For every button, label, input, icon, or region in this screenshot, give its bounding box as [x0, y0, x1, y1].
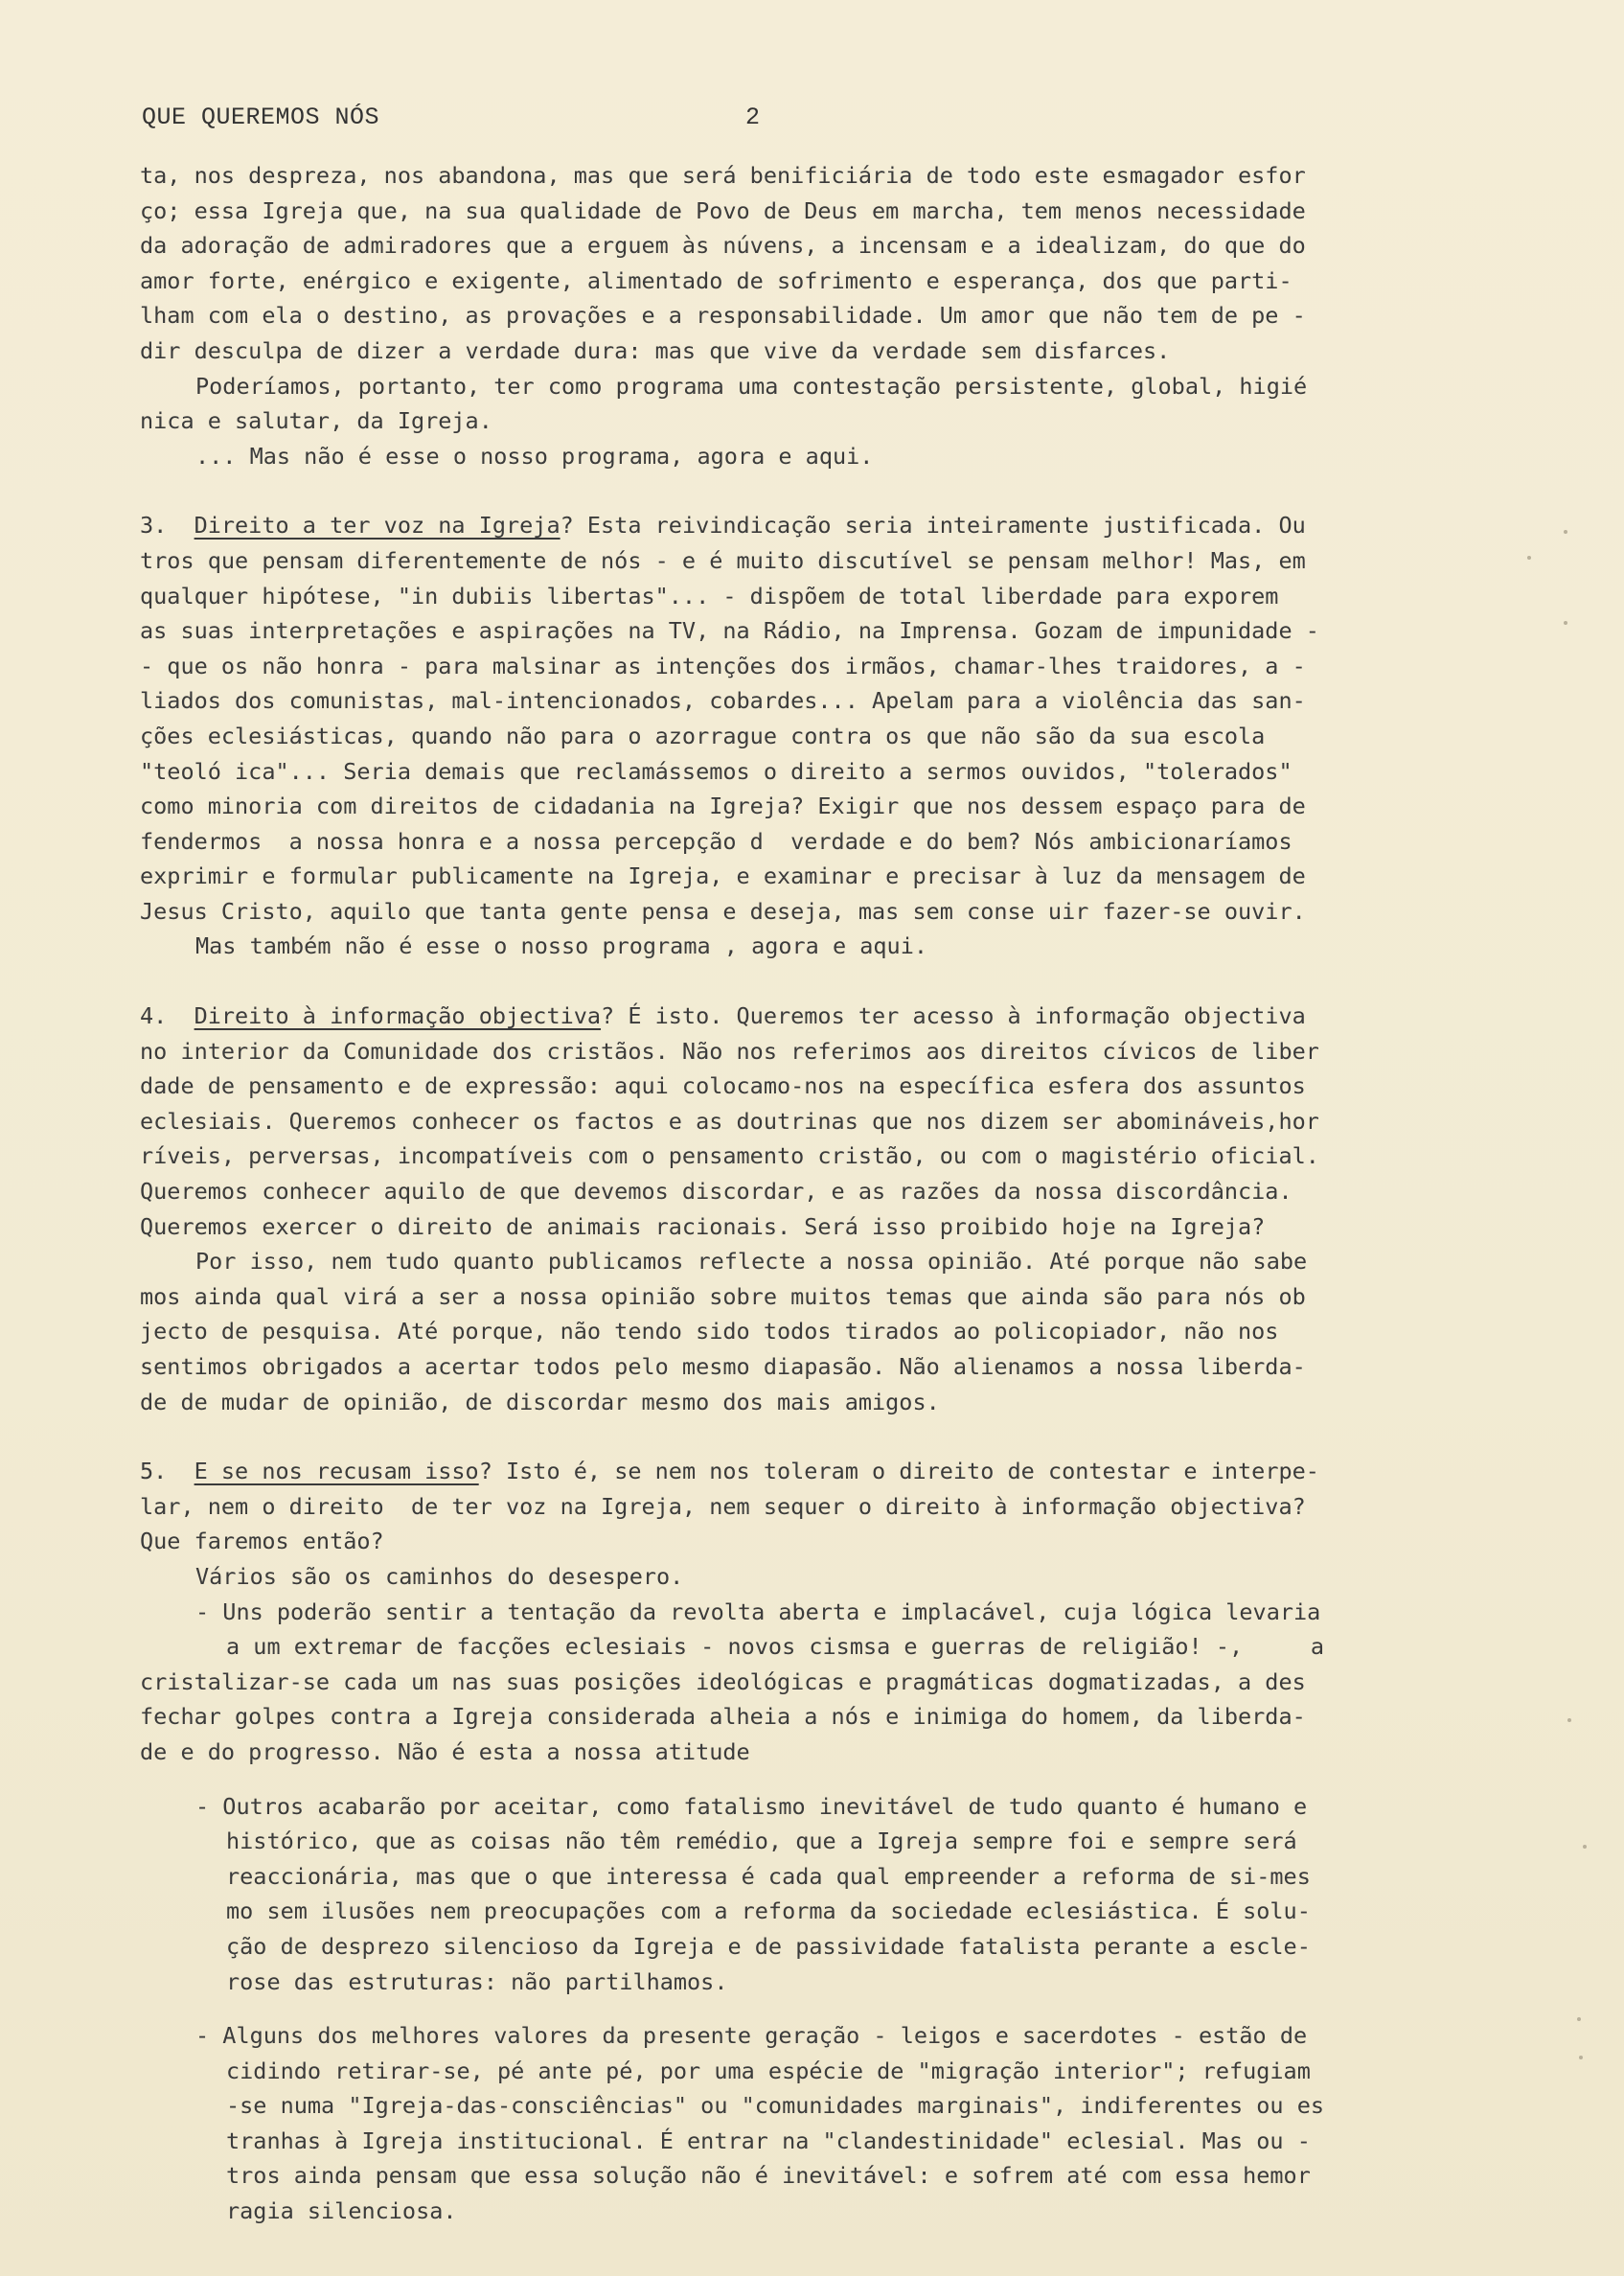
section-heading-underlined: E se nos recusam isso: [194, 1458, 479, 1485]
page-header: [142, 103, 1531, 142]
text-line: tros ainda pensam que essa solução não é inevitável: e sofrem até com essa hemor: [226, 2162, 1311, 2190]
text-line: de e do progresso. Não é esta a nossa atitude: [140, 1737, 750, 1765]
text-line: dade de pensamento e de expressão: aqui colocamo-nos na específica esfera dos assuntos: [140, 1072, 1306, 1100]
text-line: histórico, que as coisas não têm remédio, que a Igreja sempre foi e sempre será: [226, 1828, 1297, 1855]
text-line: Jesus Cristo, aquilo que tanta gente pensa e deseja, mas sem conse uir fazer-se ouvir.: [140, 897, 1306, 925]
text-line: como minoria com direitos de cidadania na Igreja? Exigir que nos dessem espaço para de: [140, 793, 1306, 820]
text-line: Por isso, nem tudo quanto publicamos reflecte a nossa opinião. Até porque não sabe: [195, 1248, 1308, 1276]
text-line: as suas interpretações e aspirações na TV, na Rádio, na Imprensa. Gozam de impunidade -: [140, 617, 1319, 645]
text-line: no interior da Comunidade dos cristãos. Não nos referimos aos direitos cívicos de liber: [140, 1037, 1319, 1065]
text-line: amor forte, enérgico e exigente, alimentado de sofrimento e esperança, dos que parti-: [140, 266, 1292, 294]
text-line: Que faremos então?: [140, 1528, 384, 1555]
text-line: 5. E se nos recusam isso? Isto é, se nem nos toleram o direito de contestar e interpe-: [140, 1458, 1319, 1485]
text-line: 3. Direito a ter voz na Igreja? Esta reivindicação seria inteiramente justificada. Ou: [140, 512, 1306, 540]
text-line: fechar golpes contra a Igreja considerada alheia a nós e inimiga do homem, da liberda-: [140, 1703, 1306, 1731]
text-line: ragia silenciosa.: [226, 2197, 457, 2225]
text-line: liados dos comunistas, mal-intencionados, cobardes... Apelam para a violência das san-: [140, 687, 1306, 715]
text-line: da adoração de admiradores que a erguem às núvens, a incensam e a idealizam, do que do: [140, 232, 1306, 260]
document-body: [140, 158, 1443, 2229]
text-line: Poderíamos, portanto, ter como programa uma contestação persistente, global, higié: [195, 372, 1308, 400]
paper-speck: [1567, 1718, 1571, 1722]
text-line: ta, nos despreza, nos abandona, mas que será benificiária de todo este esmagador esfor: [140, 162, 1306, 189]
text-line: mo sem ilusões nem preocupações com a reforma da sociedade eclesiástica. É solu-: [226, 1897, 1311, 1925]
paper-speck: [1577, 2017, 1581, 2021]
text-line: qualquer hipótese, "in dubiis libertas"... - dispõem de total liberdade para exporem: [140, 582, 1279, 609]
text-line: nica e salutar, da Igreja.: [140, 407, 492, 435]
text-line: 4. Direito à informação objectiva? É isto. Queremos ter acesso à informação objectiva: [140, 1002, 1306, 1030]
paper-speck: [1579, 2056, 1583, 2059]
text-line: -se numa "Igreja-das-consciências" ou "comunidades marginais", indiferentes ou es: [226, 2092, 1325, 2120]
text-line: de de mudar de opinião, de discordar mesmo dos mais amigos.: [140, 1388, 940, 1415]
text-line: a um extremar de facções eclesiais - novos cismsa e guerras de religião! -, a: [226, 1633, 1325, 1661]
text-line: lham com ela o destino, as provações e a responsabilidade. Um amor que não tem de pe -: [140, 302, 1306, 330]
text-line: rose das estruturas: não partilhamos.: [226, 1967, 728, 1995]
text-line: Vários são os caminhos do desespero.: [195, 1562, 684, 1590]
text-line: cristalizar-se cada um nas suas posições ideológicas e pragmáticas dogmatizadas, a des: [140, 1667, 1306, 1695]
text-line: ção de desprezo silencioso da Igreja e de passividade fatalista perante a escle-: [226, 1932, 1311, 1960]
text-line: Queremos exercer o direito de animais racionais. Será isso proibido hoje na Igreja?: [140, 1212, 1266, 1240]
document-title: QUE QUEREMOS NÓS: [142, 103, 380, 131]
text-line: Mas também não é esse o nosso programa , agora e aqui.: [195, 932, 928, 960]
text-line: tranhas à Igreja institucional. É entrar na "clandestinidade" eclesial. Mas ou -: [226, 2127, 1311, 2154]
text-line: ções eclesiásticas, quando não para o azorrague contra os que não são da sua escola: [140, 722, 1266, 749]
paper-speck: [1583, 1845, 1587, 1849]
text-line: exprimir e formular publicamente na Igreja, e examinar e precisar à luz da mensagem de: [140, 862, 1306, 890]
text-line: fendermos a nossa honra e a nossa percepção d verdade e do bem? Nós ambicionaríamos: [140, 827, 1292, 855]
paragraph-gap: [140, 1419, 1443, 1454]
text-line: ... Mas não é esse o nosso programa, agora e aqui.: [195, 442, 874, 470]
page-number: 2: [745, 103, 761, 131]
text-line: - Outros acabarão por aceitar, como fatalismo inevitável de tudo quanto é humano e: [195, 1792, 1308, 1820]
text-line: dir desculpa de dizer a verdade dura: mas que vive da verdade sem disfarces.: [140, 336, 1171, 364]
text-line: mos ainda qual virá a ser a nossa opinião sobre muitos temas que ainda são para nós ob: [140, 1282, 1306, 1310]
text-line: - Alguns dos melhores valores da presente geração - leigos e sacerdotes - estão de: [195, 2022, 1308, 2050]
text-line: - Uns poderão sentir a tentação da revolta aberta e implacável, cuja lógica levaria: [195, 1598, 1321, 1625]
text-line: reaccionária, mas que o que interessa é cada qual empreender a reforma de si-mes: [226, 1862, 1311, 1890]
paper-speck: [1564, 621, 1567, 625]
text-line: eclesiais. Queremos conhecer os factos e as doutrinas que nos dizem ser abomináveis,hor: [140, 1107, 1319, 1135]
paragraph-gap: [140, 964, 1443, 999]
paper-speck: [1564, 530, 1567, 534]
text-line: ríveis, perversas, incompatíveis com o pensamento cristão, ou com o magistério oficial.: [140, 1142, 1319, 1170]
paragraph-gap: [140, 473, 1443, 508]
text-line: "teoló ica"... Seria demais que reclamássemos o direito a sermos ouvidos, "tolerados": [140, 757, 1292, 785]
text-line: ço; essa Igreja que, na sua qualidade de Povo de Deus em marcha, tem menos necessidade: [140, 196, 1306, 224]
paragraph-gap: [140, 1999, 1443, 2018]
section-heading-underlined: Direito à informação objectiva: [194, 1002, 602, 1030]
paper-speck: [1527, 556, 1531, 560]
text-line: cidindo retirar-se, pé ante pé, por uma espécie de "migração interior"; refugiam: [226, 2057, 1311, 2084]
paragraph-gap: [140, 1770, 1443, 1789]
text-line: lar, nem o direito de ter voz na Igreja, nem sequer o direito à informação objectiva?: [140, 1492, 1306, 1520]
text-line: tros que pensam diferentemente de nós - e é muito discutível se pensam melhor! Mas, em: [140, 546, 1306, 574]
section-heading-underlined: Direito a ter voz na Igreja: [194, 512, 560, 540]
text-line: - que os não honra - para malsinar as intenções dos irmãos, chamar-lhes traidores, a -: [140, 652, 1306, 679]
text-line: jecto de pesquisa. Até porque, não tendo sido todos tirados ao policopiador, não nos: [140, 1318, 1279, 1345]
text-line: Queremos conhecer aquilo de que devemos discordar, e as razões da nossa discordância.: [140, 1178, 1292, 1206]
text-line: sentimos obrigados a acertar todos pelo mesmo diapasão. Não alienamos a nossa liberda-: [140, 1353, 1306, 1380]
